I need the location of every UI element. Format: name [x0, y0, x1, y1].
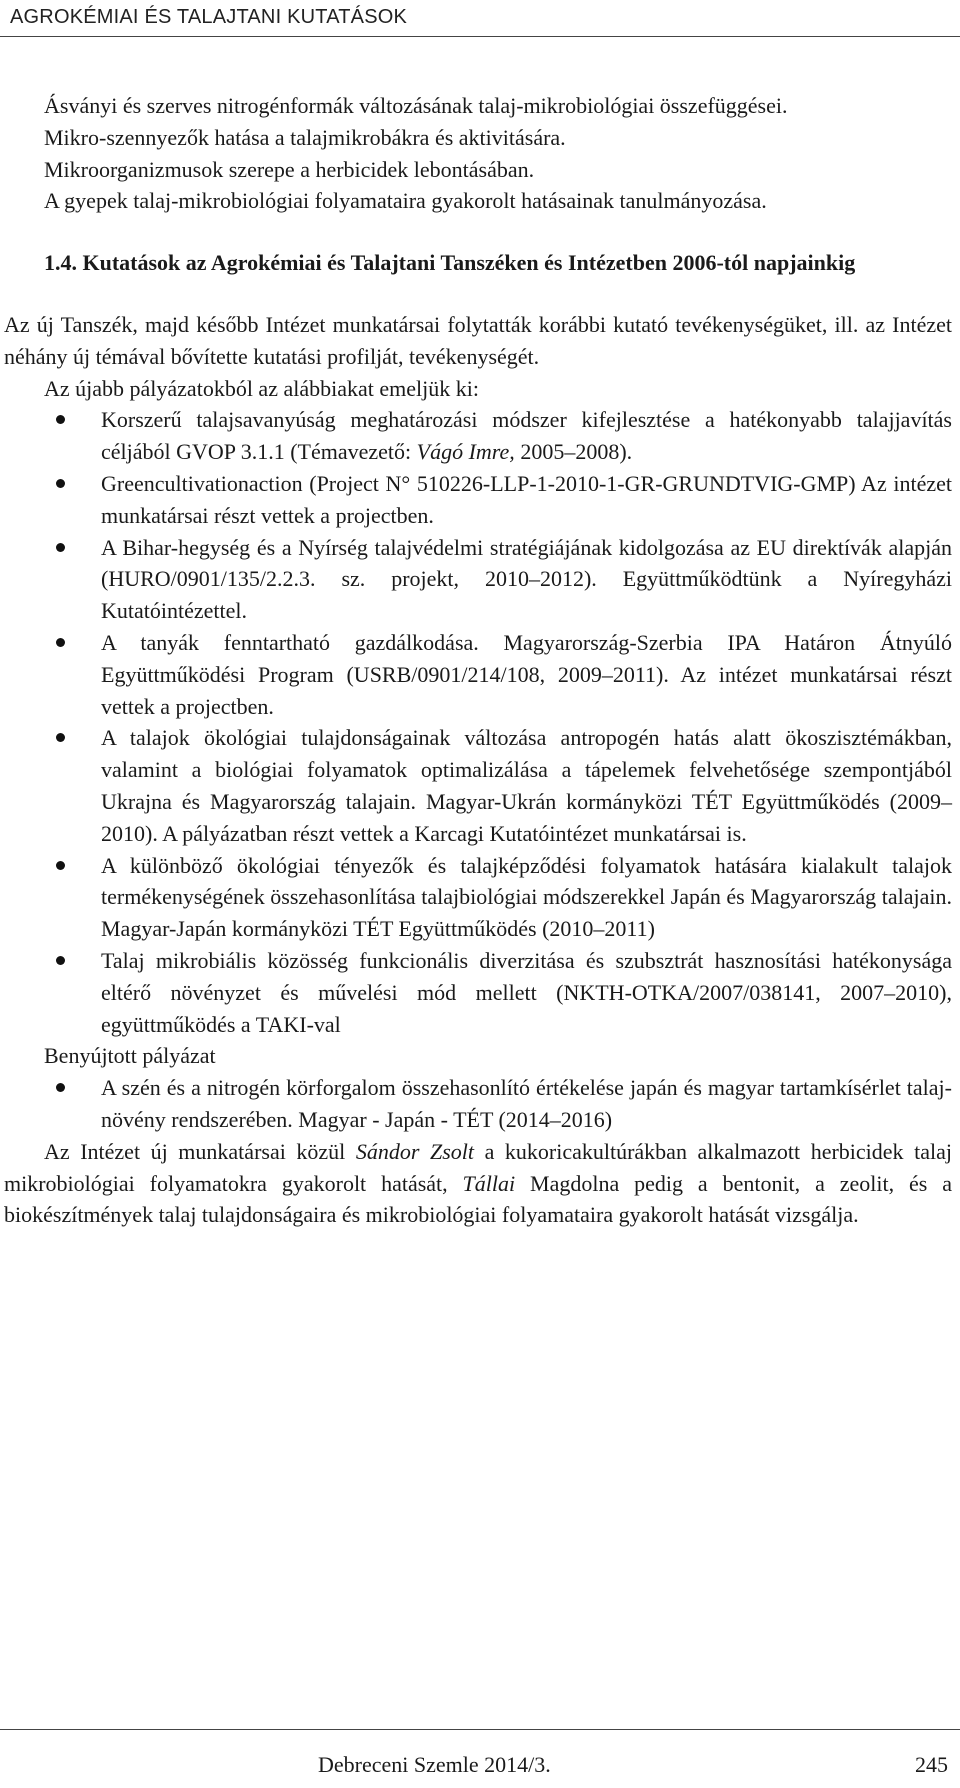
list-item: A tanyák fenntartható gazdálkodása. Magyarország-Szerbia IPA Határon Átnyúló Együttműködési Program (USRB/0901/214/108, 2009–2011). Az intézet munkatársai részt vettek a projectben.: [4, 627, 952, 722]
list-item: Talaj mikrobiális közösség funkcionális diverzitása és szubsztrát hasznosítási hatékonysága eltérő növényzet és művelési mód mellett (NKTH-OTKA/2007/038141, 2007–2010), együttműködés a TAKI-val: [4, 945, 952, 1040]
closing-part-1: Az Intézet új munkatársai közül: [44, 1138, 356, 1164]
intro-line-3: Mikroorganizmusok szerepe a herbicidek lebontásában.: [44, 156, 535, 182]
intro-line-1: Ásványi és szerves nitrogénformák változásának talaj-mikrobiológiai összefüggései.: [44, 93, 788, 118]
list-item-text: Korszerű talajsavanyúság meghatározási módszer kifejlesztése a hatékonyabb talajjavítás céljából GVOP 3.1.1 (Témavezető:: [101, 407, 952, 465]
list-item: A különböző ökológiai tényezők és talajképződési folyamatok hatására kialakult talajok termékenységének összehasonlítása talajbiológiai módszerekkel Japán és Magyarország talajain. Magyar-Japán kormányközi TÉT Együttműködés (2010–2011): [4, 850, 952, 945]
journal-name: Debreceni Szemle 2014/3.: [318, 1752, 551, 1777]
closing-part-3: Magdolna pedig a bentonit, a zeolit, és a biokészítmények talaj tulajdonságaira és mikrobiológiai folyamataira gyakorolt hatását vizsgálja.: [4, 1170, 952, 1228]
list-item: Greencultivationaction (Project N° 510226-LLP-1-2010-1-GR-GRUNDTVIG-GMP) Az intézet munkatársai részt vettek a projectben.: [4, 468, 952, 532]
page-footer: [0, 1729, 960, 1788]
lead-2: Benyújtott pályázat: [44, 1043, 216, 1069]
researcher-name-2: Tállai: [462, 1170, 516, 1196]
spacer: [4, 217, 952, 247]
project-list-1: [4, 404, 952, 1040]
project-list-2: [4, 1072, 952, 1136]
paragraph-1: Az új Tanszék, majd később Intézet munkatársai folytatták korábbi kutató tevékenységüket, ill. az Intézet néhány új témával bővítette kutatási profilját, tevékenységét.: [4, 311, 952, 369]
list-item: A talajok ökológiai tulajdonságainak változása antropogén hatás alatt ökoszisztémákban, valamint a biológiai folyamatok optimalizálása a tápelemek felvehetősége szempontjából Ukrajna és Magyarország talajain. Magyar-Ukrán kormányközi TÉT Együttműködés (2009–2010). A pályázatban részt vettek a Karcagi Kutatóintézet munkatársai is.: [4, 722, 952, 849]
researcher-name-1: Sándor Zsolt: [355, 1138, 474, 1164]
closing-part-2: a kukoricakultúrákban alkalmazott herbicidek talaj mikrobiológiai folyamatokra gyakorolt hatását,: [4, 1138, 952, 1196]
list-item-leader: Vágó Imre,: [416, 439, 515, 465]
page-body: [4, 90, 952, 1231]
list-item: A Bihar-hegység és a Nyírség talajvédelmi stratégiájának kidolgozása az EU direktívák alapján (HURO/0901/135/2.2.3. sz. projekt, 2010–2012). Együttműködtünk a Nyíregyházi Kutatóintézettel.: [4, 532, 952, 627]
spacer: [4, 279, 952, 309]
running-header: [0, 0, 960, 37]
running-title: AGROKÉMIAI ÉS TALAJTANI KUTATÁSOK: [10, 6, 408, 28]
page-number: 245: [915, 1752, 948, 1777]
lead-1: Az újabb pályázatokból az alábbiakat emeljük ki:: [44, 375, 479, 401]
intro-line-4: A gyepek talaj-mikrobiológiai folyamataira gyakorolt hatásainak tanulmányozása.: [44, 188, 767, 214]
list-item: A szén és a nitrogén körforgalom összehasonlító értékelése japán és magyar tartamkísérlet talaj-növény rendszerében. Magyar - Japán - TÉT (2014–2016): [4, 1072, 952, 1136]
list-item: [4, 404, 952, 468]
intro-line-2: Mikro-szennyezők hatása a talajmikrobákra és aktivitására.: [44, 124, 566, 150]
closing-paragraph: [4, 1136, 952, 1231]
list-item-dates: 2005–2008).: [514, 439, 633, 465]
section-heading: 1.4. Kutatások az Agrokémiai és Talajtani Tanszéken és Intézetben 2006-tól napjainkig: [44, 250, 856, 276]
